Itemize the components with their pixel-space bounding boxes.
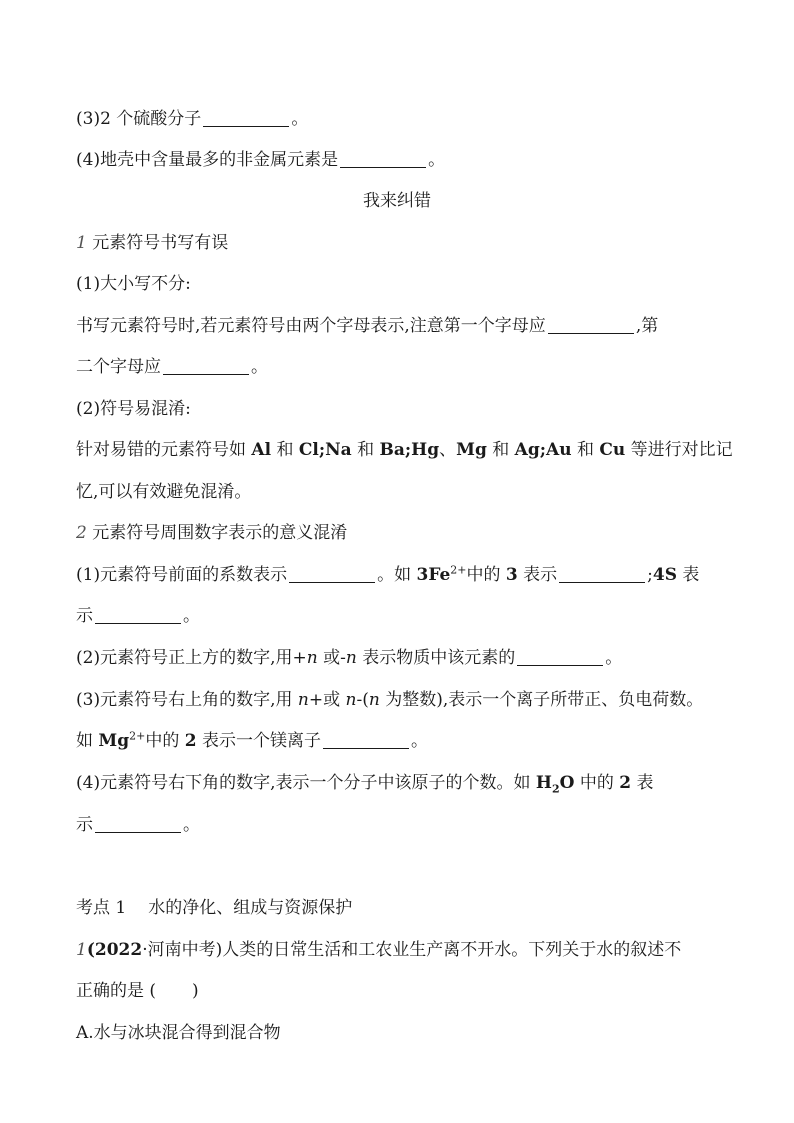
answer-blank[interactable] <box>95 812 181 833</box>
section-heading: 我来纠错 <box>363 191 431 211</box>
question-1-stem-cont: 正确的是 ( ) <box>76 981 199 1001</box>
question-4: (4)地壳中含量最多的非金属元素是 。 <box>76 145 720 175</box>
exam-point-heading: 考点 1 水的净化、组成与资源保护 <box>76 898 353 918</box>
error-item-2g: 示 。 <box>76 810 720 840</box>
error-item-2-title: 2 元素符号周围数字表示的意义混淆 <box>76 523 348 543</box>
answer-blank[interactable] <box>340 147 426 168</box>
error-item-1f: 忆,可以有效避免混淆。 <box>76 482 252 502</box>
answer-blank[interactable] <box>163 354 249 375</box>
error-item-2d: (3)元素符号右上角的数字,用 n+或 n-(n 为整数),表示一个离子所带正、负电荷数。 <box>76 690 704 710</box>
error-item-2b: 示 。 <box>76 601 720 631</box>
error-item-2a: (1)元素符号前面的系数表示 。如 $3Fe^{2+}$中的 3 表示 ;4S 表 <box>76 563 700 585</box>
error-item-1-title: 1 元素符号书写有误 <box>76 233 229 253</box>
error-item-2f: (4)元素符号右下角的数字,表示一个分子中该原子的个数。如 $H_2O$ 中的 2 表 <box>76 773 654 796</box>
answer-blank[interactable] <box>323 728 409 749</box>
answer-blank[interactable] <box>559 562 645 583</box>
error-item-1a: (1)大小写不分: <box>76 274 191 294</box>
answer-blank[interactable] <box>95 603 181 624</box>
error-item-1b: 书写元素符号时,若元素符号由两个字母表示,注意第一个字母应 ,第 <box>76 311 720 341</box>
question-1-stem: 1(2022·河南中考)人类的日常生活和工农业生产离不开水。下列关于水的叙述不 <box>76 940 682 960</box>
error-item-2c: (2)元素符号正上方的数字,用+n 或-n 表示物质中该元素的 。 <box>76 643 720 673</box>
error-item-1d: (2)符号易混淆: <box>76 399 191 419</box>
question-1-option-a[interactable]: A.水与冰块混合得到混合物 <box>76 1023 281 1043</box>
answer-blank[interactable] <box>289 562 375 583</box>
answer-blank[interactable] <box>517 645 603 666</box>
answer-blank[interactable] <box>548 313 634 334</box>
error-item-1e: 针对易错的元素符号如 Al 和 Cl;Na 和 Ba;Hg、Mg 和 Ag;Au 和 Cu 等进行对比记 <box>76 440 733 460</box>
answer-blank[interactable] <box>203 106 289 127</box>
error-item-2e: 如 $Mg^{2+}$中的 2 表示一个镁离子 。 <box>76 729 428 751</box>
error-item-1c: 二个字母应 。 <box>76 352 720 382</box>
question-3: (3)2 个硫酸分子 。 <box>76 104 720 134</box>
